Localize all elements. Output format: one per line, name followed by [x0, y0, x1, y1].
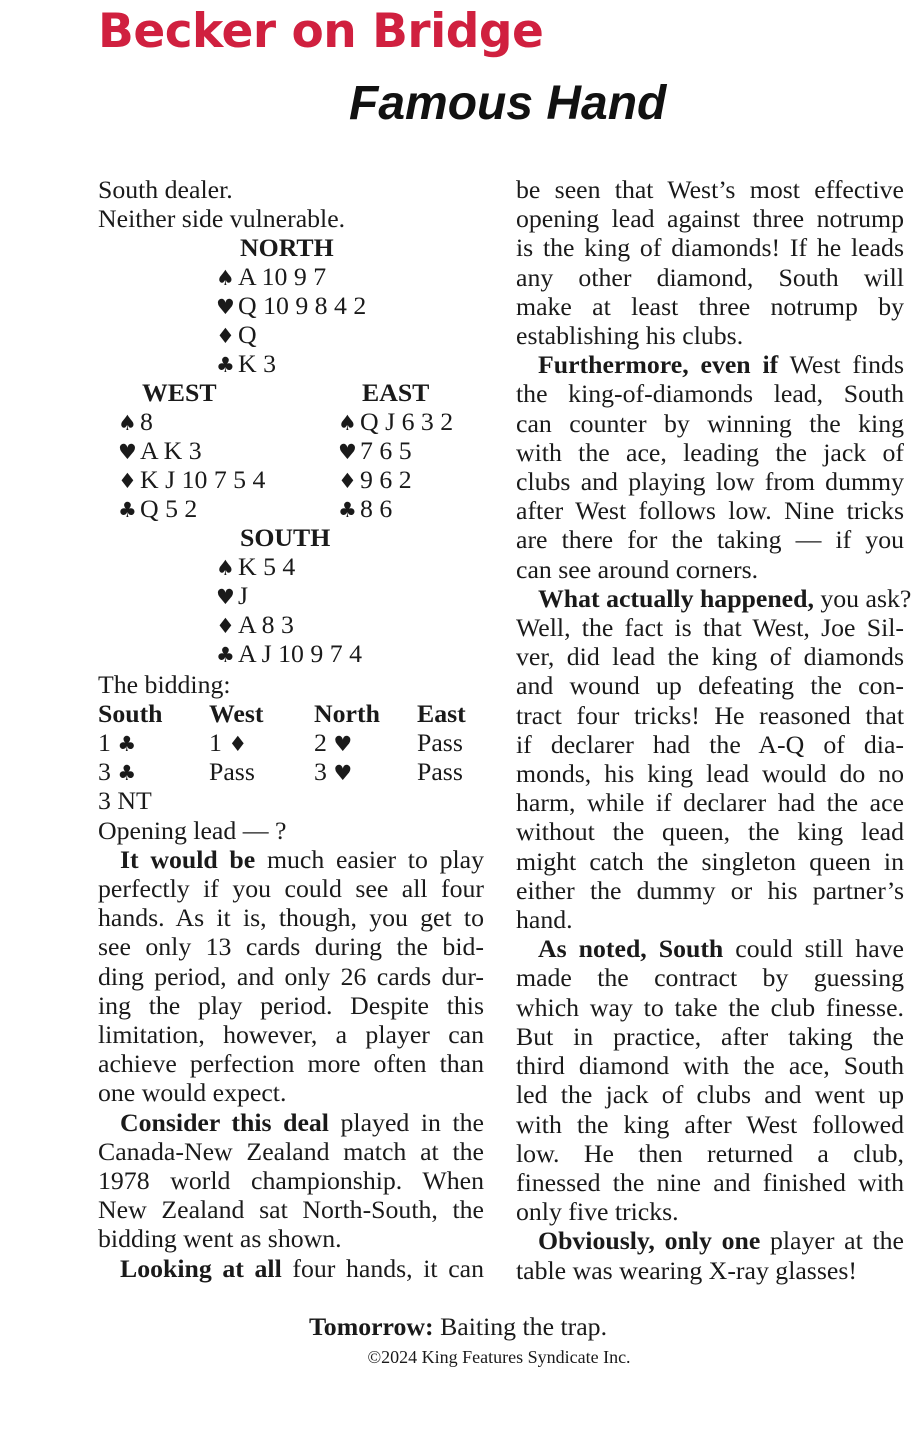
diamond-icon: ♦ — [228, 732, 248, 757]
bid-cell: Pass — [417, 757, 463, 787]
east-hearts: ♥ 7 6 5 — [338, 436, 412, 467]
diamond-icon: ♦ — [118, 469, 137, 494]
paragraph — [516, 350, 904, 584]
east-diamonds: ♦ 9 6 2 — [338, 465, 412, 496]
tomorrow-label: Tomorrow: — [308, 1312, 434, 1341]
paragraph-line: 1978 world championship. When — [98, 1166, 484, 1196]
diamond-icon: ♦ — [216, 324, 235, 349]
paragraph-line: Obviously, only one player at the — [538, 1226, 904, 1256]
paragraph-lead: Obviously, only one — [538, 1226, 761, 1256]
paragraph-lead: As noted, South — [538, 934, 724, 964]
club-icon: ♣ — [117, 732, 137, 757]
spade-icon: ♠ — [216, 556, 235, 581]
dealer-line: South dealer. — [98, 175, 233, 204]
paragraph — [516, 1226, 904, 1284]
paragraph-line: limitation, however, a player can — [98, 1020, 484, 1050]
paragraph-line: which way to take the club finesse. — [516, 992, 904, 1022]
paragraph-line: ver, did lead the king of diamonds — [516, 642, 904, 672]
bid-cell: Pass — [417, 728, 463, 758]
spade-icon: ♠ — [118, 411, 137, 436]
bid-cell: 1 ♣ — [98, 728, 137, 758]
column-brand-title: Becker on Bridge — [98, 4, 544, 59]
east-spades: ♠ Q J 6 3 2 — [338, 407, 453, 438]
north-spades: ♠ A 10 9 7 — [216, 262, 326, 293]
paragraph — [516, 175, 904, 350]
deal-diagram — [98, 233, 484, 699]
south-clubs: ♣ A J 10 9 7 4 — [216, 639, 362, 670]
paragraph-line: perfectly if you could see all four — [98, 874, 484, 904]
tomorrow-text: Baiting the trap. — [433, 1312, 608, 1341]
right-column — [516, 175, 912, 1285]
diamond-icon: ♦ — [216, 614, 235, 639]
paragraph-line: establishing his clubs. — [516, 321, 744, 351]
paragraph-line: achieve perfection more often than — [98, 1049, 484, 1079]
paragraph-line: Well, the fact is that West, Joe Sil- — [516, 613, 904, 643]
paragraph-lead: Looking at all — [120, 1253, 282, 1283]
paragraph-lead: Furthermore, even if — [538, 350, 779, 380]
north-hearts: ♥ Q 10 9 8 4 2 — [216, 291, 366, 322]
paragraph-line: New Zealand sat North-South, the — [98, 1195, 484, 1225]
north-label: NORTH — [240, 233, 334, 263]
south-spades: ♠ K 5 4 — [216, 552, 295, 583]
bid-cell: Pass — [209, 757, 255, 787]
spade-icon: ♠ — [338, 411, 357, 436]
bid-header-south: South — [98, 699, 163, 729]
bid-header-west: West — [209, 699, 264, 729]
west-hearts: ♥ A K 3 — [118, 436, 202, 467]
paragraph-line: bidding went as shown. — [98, 1224, 342, 1254]
paragraph-lead: What actually happened, — [538, 583, 814, 613]
club-icon: ♣ — [338, 498, 357, 523]
paragraph-line: finessed the nine and finished with — [516, 1167, 904, 1197]
diamond-icon: ♦ — [338, 469, 357, 494]
paragraph-line: hand. — [516, 905, 573, 935]
opening-lead: Opening lead — ? — [98, 815, 287, 845]
heart-icon: ♥ — [216, 585, 235, 610]
paragraph — [98, 1108, 484, 1254]
west-spades: ♠ 8 — [118, 407, 153, 438]
left-column — [98, 175, 484, 1283]
paragraph-line: hands. As it is, though, you get to — [98, 903, 484, 933]
south-hearts: ♥ J — [216, 581, 248, 612]
paragraph-line: low. He then returned a club, — [516, 1138, 904, 1168]
bid-cell: 1 ♦ — [209, 728, 248, 758]
paragraph-line: and wound up defeating the con- — [516, 671, 904, 701]
tomorrow-teaser — [0, 1312, 916, 1342]
paragraph-line: can counter by winning the king — [516, 408, 904, 438]
heart-icon: ♥ — [333, 761, 353, 786]
paragraph-line: monds, his king lead would do no — [516, 759, 904, 789]
paragraph-line: made the contract by guessing — [516, 963, 904, 993]
heart-icon: ♥ — [216, 295, 235, 320]
paragraph-lead: Consider this deal — [120, 1107, 329, 1137]
paragraph-line: As noted, South could still have — [538, 934, 904, 964]
paragraph-line: led the jack of clubs and went up — [516, 1080, 904, 1110]
paragraph-lead: It would be — [120, 844, 256, 874]
bid-cell: 3 NT — [98, 786, 152, 816]
paragraph-line: if declarer had the A-Q of dia- — [516, 729, 904, 759]
paragraph-line: any other diamond, South will — [516, 262, 904, 292]
paragraph — [98, 845, 484, 1108]
paragraph-line: with the ace, leading the jack of — [516, 437, 904, 467]
paragraph-line: ding period, and only 26 cards dur- — [98, 961, 484, 991]
paragraph-line: Consider this deal played in the — [120, 1107, 484, 1137]
paragraph — [98, 1254, 484, 1283]
bid-header-north: North — [314, 699, 380, 729]
bid-header-east: East — [417, 699, 466, 729]
paragraph-line: is the king of diamonds! If he leads — [516, 233, 904, 263]
bidding-table — [98, 699, 484, 786]
paragraph-line: might catch the singleton queen in — [516, 846, 904, 876]
bid-cell: 3 ♣ — [98, 757, 137, 787]
north-clubs: ♣ K 3 — [216, 349, 276, 380]
paragraph-line: Looking at all four hands, it can — [120, 1253, 484, 1283]
club-icon: ♣ — [216, 643, 235, 668]
bid-cell: 2 ♥ — [314, 728, 353, 758]
paragraph-line: one would expect. — [98, 1078, 287, 1108]
bidding-title: The bidding: — [98, 670, 231, 700]
south-label: SOUTH — [240, 523, 331, 553]
paragraph-line: It would be much easier to play — [120, 844, 484, 874]
copyright: ©2024 King Features Syndicate Inc. — [367, 1347, 631, 1367]
paragraph-line: tract four tricks! He reasoned that — [516, 700, 904, 730]
paragraph-line: opening lead against three notrump — [516, 204, 904, 234]
paragraph-line: can see around corners. — [516, 554, 759, 584]
paragraph — [516, 934, 904, 1226]
paragraph-line: make at least three notrump by — [516, 291, 904, 321]
paragraph-line: clubs and playing low from dummy — [516, 467, 904, 497]
club-icon: ♣ — [117, 761, 137, 786]
south-diamonds: ♦ A 8 3 — [216, 610, 294, 641]
paragraph-line: third diamond with the ace, South — [516, 1051, 904, 1081]
west-clubs: ♣ Q 5 2 — [118, 494, 197, 525]
north-diamonds: ♦ Q — [216, 320, 257, 351]
paragraph-line: only five tricks. — [516, 1197, 679, 1227]
paragraph-line: table was wearing X-ray glasses! — [516, 1255, 857, 1285]
club-icon: ♣ — [216, 353, 235, 378]
paragraph-line: What actually happened, you ask? — [538, 583, 912, 613]
paragraph-line: be seen that West’s most effective — [516, 175, 904, 204]
paragraph-line: after West follows low. Nine tricks — [516, 496, 904, 526]
heart-icon: ♥ — [338, 440, 357, 465]
paragraph-line: Canada-New Zealand match at the — [98, 1136, 484, 1166]
east-label: EAST — [362, 378, 430, 408]
heart-icon: ♥ — [118, 440, 137, 465]
paragraph-line: Furthermore, even if West finds — [538, 350, 904, 380]
club-icon: ♣ — [118, 498, 137, 523]
paragraph-line: are there for the taking — if you — [516, 525, 904, 555]
paragraph — [516, 583, 912, 935]
paragraph-line: harm, while if declarer had the ace — [516, 788, 904, 818]
west-diamonds: ♦ K J 10 7 5 4 — [118, 465, 265, 496]
bid-cell: 3 ♥ — [314, 757, 353, 787]
east-clubs: ♣ 8 6 — [338, 494, 392, 525]
west-label: WEST — [142, 378, 217, 408]
paragraph-line: the king-of-diamonds lead, South — [516, 379, 904, 409]
paragraph-line: see only 13 cards during the bid- — [98, 932, 484, 962]
spade-icon: ♠ — [216, 266, 235, 291]
vulnerability-line: Neither side vulnerable. — [98, 204, 346, 234]
paragraph-line: But in practice, after taking the — [516, 1021, 904, 1051]
paragraph-line: either the dummy or his partner’s — [516, 875, 904, 905]
paragraph-line: without the queen, the king lead — [516, 817, 904, 847]
heart-icon: ♥ — [333, 732, 353, 757]
column-subtitle: Famous Hand — [349, 77, 667, 130]
paragraph-line: with the king after West followed — [516, 1109, 904, 1139]
paragraph-line: ing the play period. Despite this — [98, 990, 484, 1020]
